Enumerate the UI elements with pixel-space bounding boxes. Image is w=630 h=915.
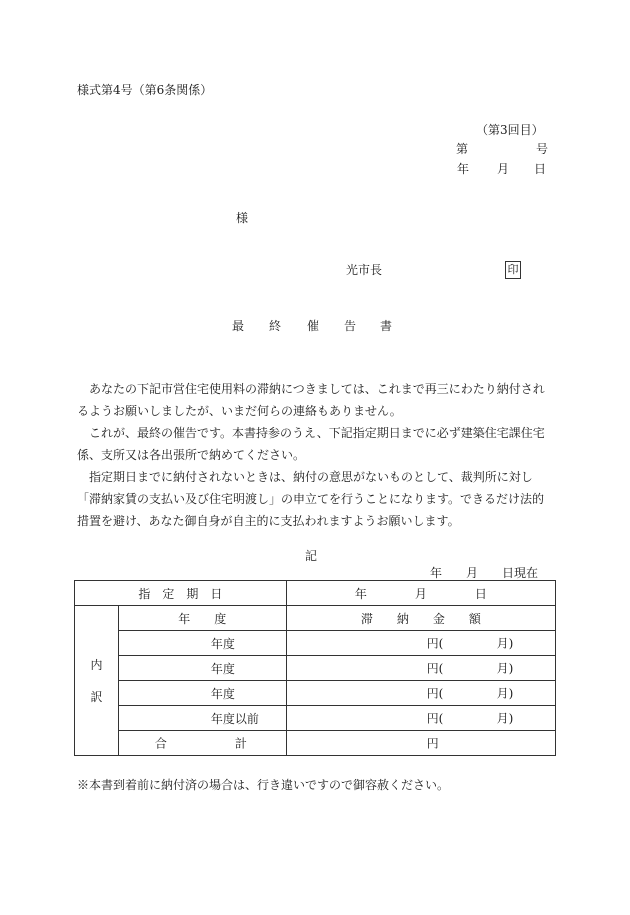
- breakdown-label-char: 訳: [90, 689, 103, 704]
- due-date-row: [75, 581, 556, 606]
- table-row: [75, 681, 556, 706]
- total-label-char: 合: [154, 736, 167, 751]
- column-header-amount: 滞 納 金 額: [286, 606, 555, 631]
- form-number: 様式第4号（第6条関係）: [77, 83, 213, 97]
- table-header-row: [75, 606, 556, 631]
- breakdown-label: [75, 606, 119, 756]
- document-number-suffix: 号: [536, 142, 549, 156]
- year-cell: 年度: [118, 681, 286, 706]
- date-year: 年: [457, 162, 470, 176]
- document-number-prefix: 第: [456, 142, 469, 156]
- as-of-date: 年 月 日現在: [430, 566, 539, 580]
- table-row: [75, 631, 556, 656]
- issuer-title: 光市長: [346, 263, 383, 277]
- title-char: 催: [307, 319, 320, 333]
- yen-label: 円(: [426, 686, 444, 701]
- yen-label: 円(: [426, 636, 444, 651]
- due-date-label: 指 定 期 日: [75, 581, 287, 606]
- yen-label: 円(: [426, 661, 444, 676]
- addressee-honorific: 様: [236, 211, 249, 225]
- title-char: 終: [269, 319, 282, 333]
- title-char: 告: [344, 319, 357, 333]
- amount-cell: [286, 631, 555, 656]
- yen-label: 円(: [426, 711, 444, 726]
- year-cell: 年度: [118, 631, 286, 656]
- total-row: [75, 731, 556, 756]
- table-row: [75, 656, 556, 681]
- body-text: [77, 378, 553, 532]
- total-label: [118, 731, 286, 756]
- month-label: 月): [496, 661, 514, 676]
- total-label-char: 計: [234, 736, 247, 751]
- amount-cell: [286, 706, 555, 731]
- title-char: 最: [232, 319, 245, 333]
- month-label: 月): [496, 686, 514, 701]
- date-day: 日: [534, 162, 547, 176]
- year-cell: 年度以前: [118, 706, 286, 731]
- total-amount-cell: [286, 731, 555, 756]
- month-label: 月): [496, 711, 514, 726]
- month-label: 月): [496, 636, 514, 651]
- amount-cell: [286, 681, 555, 706]
- record-label: 記: [305, 549, 318, 563]
- due-date-value: 年 月 日: [286, 581, 555, 606]
- amount-cell: [286, 656, 555, 681]
- seal-mark: 印: [505, 261, 521, 279]
- breakdown-label-char: 内: [90, 657, 103, 672]
- table-row: [75, 706, 556, 731]
- body-paragraph: 指定期日までに納付されないときは、納付の意思がないものとして、裁判所に対し「滞納家賃の支払い及び住宅明渡し」の申立てを行うことになります。できるだけ法的措置を避け、あなた御自身が自主的に支払われますようお願いします。: [77, 470, 545, 528]
- year-cell: 年度: [118, 656, 286, 681]
- title-char: 書: [380, 319, 393, 333]
- footnote: ※本書到着前に納付済の場合は、行き違いですので御容赦ください。: [77, 778, 450, 792]
- arrears-table: [74, 580, 556, 756]
- notice-count: （第3回目）: [476, 123, 544, 137]
- body-paragraph: これが、最終の催告です。本書持参のうえ、下記指定期日までに必ず建築住宅課住宅係、支所又は各出張所で納めてください。: [77, 426, 545, 462]
- column-header-year: 年 度: [118, 606, 286, 631]
- date-month: 月: [497, 162, 510, 176]
- body-paragraph: あなたの下記市営住宅使用料の滞納につきましては、これまで再三にわたり納付されるようお願いしましたが、いまだ何らの連絡もありません。: [77, 382, 545, 418]
- total-yen-label: 円: [426, 736, 439, 751]
